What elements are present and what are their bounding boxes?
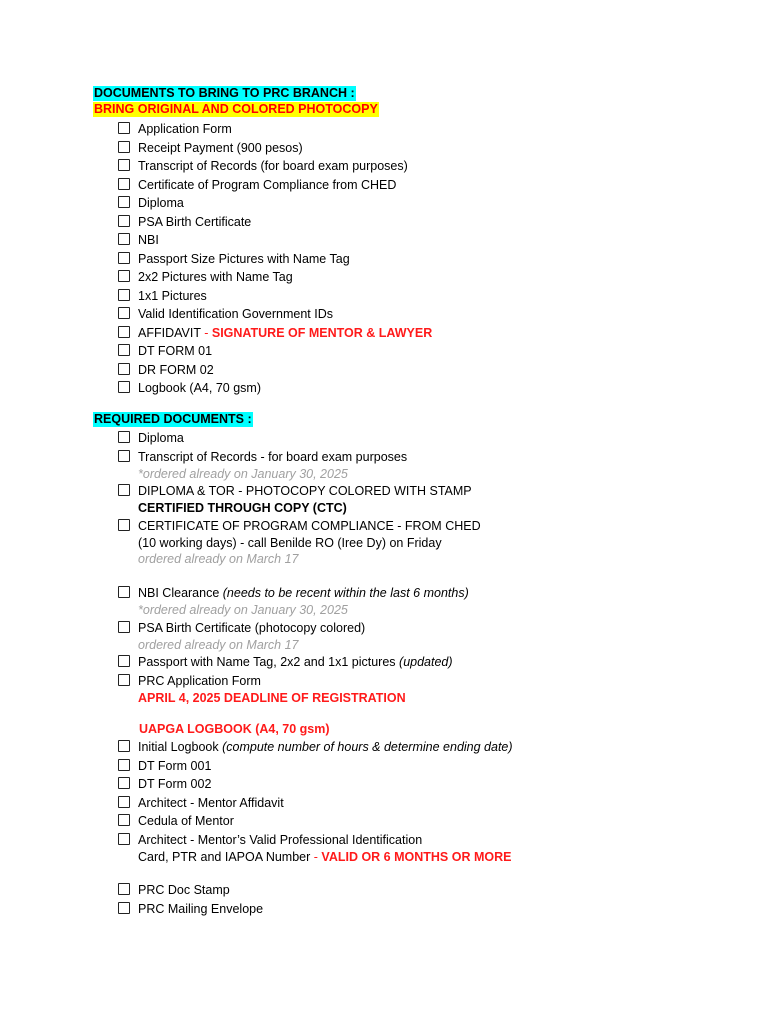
section-heading-required-documents: REQUIRED DOCUMENTS : — [94, 412, 252, 426]
checklist-item[interactable] — [118, 121, 232, 138]
item-label: Passport with Name Tag, 2x2 and 1x1 pictures — [138, 655, 400, 669]
checklist-item[interactable] — [118, 306, 333, 323]
item-label: Cedula of Mentor — [138, 814, 234, 828]
item-label: DT FORM 01 — [138, 344, 213, 358]
checklist-item[interactable] — [118, 380, 261, 397]
item-label: Transcript of Records - for board exam purposes — [138, 450, 408, 464]
checklist-item[interactable] — [118, 776, 211, 793]
item-label: Transcript of Records (for board exam purposes) — [138, 159, 408, 173]
item-label-line2: (10 working days) - call Benilde RO (Iree Dy) on Friday — [138, 535, 442, 550]
item-label: Logbook (A4, 70 gsm) — [138, 381, 261, 395]
item-label: Application Form — [138, 122, 232, 136]
checkbox[interactable] — [118, 883, 130, 895]
item-label: Architect - Mentor Affidavit — [138, 795, 284, 810]
checklist-item[interactable] — [118, 882, 230, 899]
checklist-item[interactable] — [118, 232, 159, 249]
checklist-item[interactable] — [118, 430, 184, 447]
item-label: NBI Clearance — [138, 586, 223, 600]
item-label: Diploma — [138, 431, 184, 445]
checkbox[interactable] — [118, 674, 130, 686]
checklist-item[interactable] — [118, 140, 303, 157]
checklist-item-prc-form[interactable] — [118, 673, 406, 706]
checkbox[interactable] — [118, 484, 130, 496]
checklist-item[interactable] — [118, 795, 284, 812]
checkbox[interactable] — [118, 777, 130, 789]
checklist-item-psa[interactable] — [118, 620, 365, 653]
checklist-item[interactable] — [118, 288, 207, 305]
checkbox[interactable] — [118, 159, 130, 171]
checklist-item[interactable] — [118, 158, 408, 175]
item-label: PRC Mailing Envelope — [138, 902, 264, 916]
checklist-item[interactable] — [118, 813, 234, 830]
checkbox[interactable] — [118, 178, 130, 190]
checkbox[interactable] — [118, 307, 130, 319]
item-note-red: VALID OR 6 MONTHS OR MORE — [321, 849, 512, 864]
logbook-heading: UAPGA LOGBOOK (A4, 70 gsm) — [139, 722, 330, 736]
item-label-bold: CERTIFIED THROUGH COPY (CTC) — [138, 500, 347, 515]
checklist-item-mentor-id[interactable] — [118, 832, 511, 865]
checklist-item[interactable] — [118, 214, 251, 231]
separator: - — [200, 325, 212, 340]
item-label-italic: (needs to be recent within the last 6 months) — [222, 586, 469, 600]
checkbox[interactable] — [118, 450, 130, 462]
item-label: PSA Birth Certificate — [138, 214, 252, 229]
item-note: *ordered already on January 30, 2025 — [138, 602, 348, 617]
deadline-note: APRIL 4, 2025 DEADLINE OF REGISTRATION — [138, 690, 406, 705]
checklist-item[interactable] — [118, 269, 293, 286]
checklist-item-initial-logbook[interactable] — [118, 739, 513, 756]
checkbox[interactable] — [118, 796, 130, 808]
checkbox[interactable] — [118, 233, 130, 245]
checkbox[interactable] — [118, 141, 130, 153]
checklist-item[interactable] — [118, 195, 184, 212]
item-label: Diploma — [138, 196, 184, 210]
item-label: Receipt Payment (900 pesos) — [138, 140, 303, 155]
checklist-item-passport[interactable] — [118, 654, 453, 671]
item-label-italic: (updated) — [399, 655, 453, 669]
item-label: 2x2 Pictures with Name Tag — [138, 270, 293, 284]
checkbox[interactable] — [118, 289, 130, 301]
checkbox[interactable] — [118, 215, 130, 227]
item-label-italic: (compute number of hours & determine ending date) — [222, 740, 513, 754]
checkbox[interactable] — [118, 740, 130, 752]
checkbox[interactable] — [118, 814, 130, 826]
item-label: DT Form 001 — [138, 758, 212, 773]
item-label: PRC Application Form — [138, 674, 261, 688]
item-note: ordered already on March 17 — [138, 552, 299, 566]
item-label: NBI — [138, 233, 159, 247]
checkbox[interactable] — [118, 431, 130, 443]
checkbox[interactable] — [118, 833, 130, 845]
checklist-item[interactable] — [118, 177, 396, 194]
item-label: DT Form 002 — [138, 777, 212, 791]
item-label: Valid Identification Government IDs — [138, 307, 334, 321]
section-heading-prc-branch: DOCUMENTS TO BRING TO PRC BRANCH : — [94, 86, 355, 100]
checklist-item[interactable] — [118, 343, 212, 360]
item-label: PSA Birth Certificate (photocopy colored) — [138, 621, 366, 635]
item-label: DIPLOMA & TOR - PHOTOCOPY COLORED WITH STAMP — [138, 484, 472, 498]
checkbox[interactable] — [118, 252, 130, 264]
checkbox[interactable] — [118, 519, 130, 531]
checklist-item-ctc[interactable] — [118, 483, 472, 516]
separator: - — [310, 849, 322, 864]
checklist-item-tor[interactable] — [118, 449, 407, 482]
checkbox[interactable] — [118, 326, 130, 338]
item-label: Certificate of Program Compliance from CHED — [138, 177, 397, 192]
item-label: Initial Logbook — [138, 740, 223, 754]
checkbox[interactable] — [118, 759, 130, 771]
section-subheading-original-photocopy: BRING ORIGINAL AND COLORED PHOTOCOPY — [94, 102, 378, 116]
checklist-item-cpc[interactable] — [118, 518, 481, 568]
item-label: Passport Size Pictures with Name Tag — [138, 251, 350, 266]
item-label: DR FORM 02 — [138, 362, 214, 377]
item-label: 1x1 Pictures — [138, 288, 207, 303]
checkbox[interactable] — [118, 196, 130, 208]
item-note-red: SIGNATURE OF MENTOR & LAWYER — [211, 325, 433, 340]
item-note: *ordered already on January 30, 2025 — [138, 466, 348, 481]
item-label-line2: Card, PTR and IAPOA Number — [138, 849, 311, 864]
checkbox[interactable] — [118, 363, 130, 375]
checklist-item[interactable] — [118, 362, 214, 379]
checkbox[interactable] — [118, 122, 130, 134]
checklist-item[interactable] — [118, 251, 350, 268]
item-label: PRC Doc Stamp — [138, 883, 230, 897]
item-label: CERTIFICATE OF PROGRAM COMPLIANCE - FROM CHED — [138, 519, 481, 533]
checklist-item-nbi[interactable] — [118, 585, 469, 618]
item-label: AFFIDAVIT — [138, 325, 201, 340]
checklist-item[interactable] — [118, 901, 263, 918]
checkbox[interactable] — [118, 270, 130, 282]
item-label: Architect - Mentor’s Valid Professional Identification — [138, 833, 423, 847]
checkbox[interactable] — [118, 902, 130, 914]
checklist-item-affidavit[interactable] — [118, 325, 432, 342]
checkbox[interactable] — [118, 621, 130, 633]
checkbox[interactable] — [118, 586, 130, 598]
checkbox[interactable] — [118, 381, 130, 393]
checkbox[interactable] — [118, 655, 130, 667]
item-note: ordered already on March 17 — [138, 637, 299, 652]
checkbox[interactable] — [118, 344, 130, 356]
checklist-item[interactable] — [118, 758, 211, 775]
